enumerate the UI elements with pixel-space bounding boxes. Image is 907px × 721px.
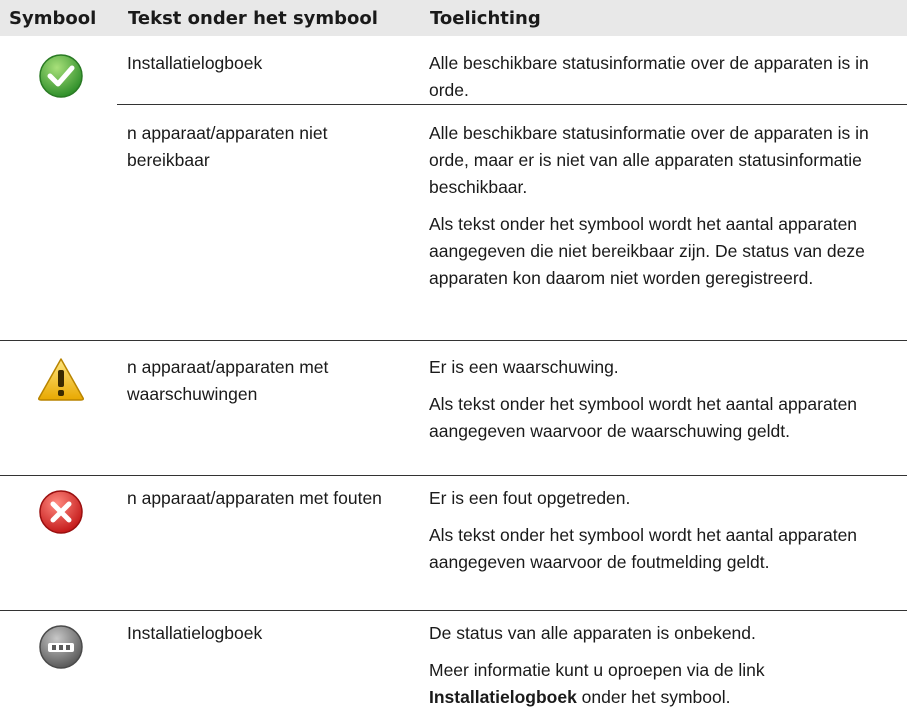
row5-desc: De status van alle apparaten is onbekend. Meer informatie kunt u oproepen via de link Installatielogboek onder het symbool. [429, 623, 765, 707]
divider [117, 104, 907, 105]
warning-yellow-icon [36, 356, 86, 402]
check-green-icon [38, 53, 84, 99]
header-symbool: Symbool [9, 8, 97, 29]
header-toelichting: Toelichting [430, 8, 541, 29]
divider [0, 475, 907, 476]
row4-text: n apparaat/apparaten met fouten [127, 488, 382, 508]
row1-desc: Alle beschikbare statusinformatie over de apparaten is in orde. [429, 53, 869, 100]
row4-desc: Er is een fout opgetreden. Als tekst onder het symbool wordt het aantal apparaten aangegeven waarvoor de foutmelding geldt. [429, 488, 858, 572]
table-header [0, 0, 907, 36]
row2-text: n apparaat/apparaten niet bereikbaar [127, 123, 328, 170]
row5-text: Installatielogboek [127, 623, 263, 643]
divider [0, 340, 907, 341]
row3-desc: Er is een waarschuwing. Als tekst onder het symbool wordt het aantal apparaten aangegeven waarvoor de waarschuwing geldt. [429, 357, 858, 441]
row2-desc: Alle beschikbare statusinformatie over de apparaten is in orde, maar er is niet van alle apparaten statusinformatie beschikbaar. Als tekst onder het symbool wordt het aantal apparaten aangegeven die niet bereikbaar zijn. De status van deze apparaten kon daarom niet worden geregistreerd. [429, 123, 869, 288]
row1-text: Installatielogboek [127, 53, 263, 73]
error-red-icon [38, 489, 84, 535]
unknown-gray-icon [38, 624, 84, 670]
row3-text: n apparaat/apparaten met waarschuwingen [127, 357, 329, 404]
header-tekst: Tekst onder het symbool [128, 8, 378, 29]
installatielogboek-link: Installatielogboek [429, 687, 577, 707]
divider [0, 610, 907, 611]
